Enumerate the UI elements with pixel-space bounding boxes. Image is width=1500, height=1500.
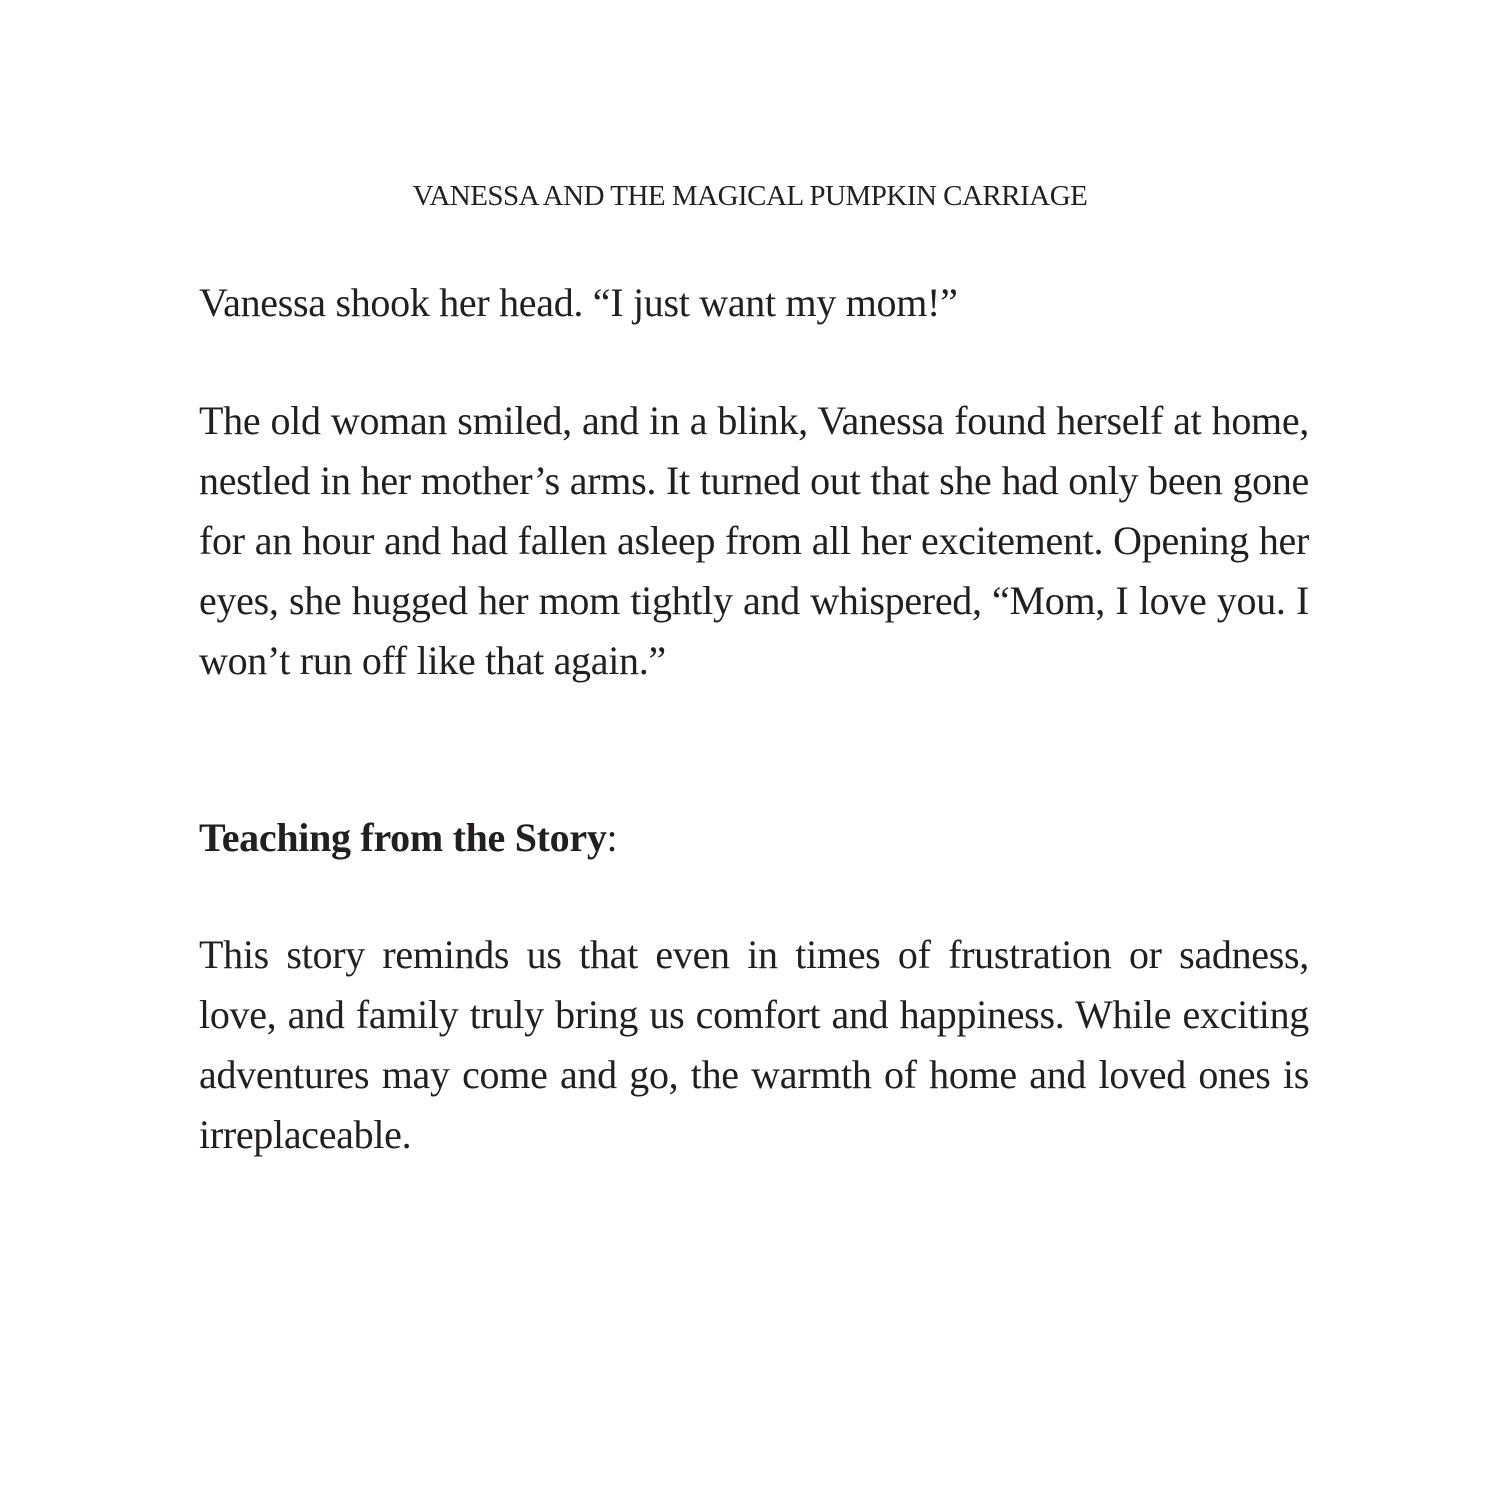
teaching-heading-colon: : <box>606 815 618 860</box>
teaching-paragraph: This story reminds us that even in times of frustration or sadness, love, and family truly bring us comfort and happiness. While exciting adventures may come and go, the warmth of home and loved ones is irreplaceable. <box>199 932 1309 1157</box>
running-head: VANESSA AND THE MAGICAL PUMPKIN CARRIAGE <box>412 180 1088 212</box>
teaching-heading <box>199 808 617 868</box>
teaching-heading-text: Teaching from the Story <box>199 815 607 860</box>
homecoming-paragraph: The old woman smiled, and in a blink, Vanessa found herself at home, nestled in her mother’s arms. It turned out that she had only been gone for an hour and had fallen asleep from all her excitement. Opening her eyes, she hugged her mom tightly and whispered, “Mom, I love you. I won’t run off like that again.” <box>199 398 1309 683</box>
dialogue-paragraph: Vanessa shook her head. “I just want my mom!” <box>199 280 958 325</box>
